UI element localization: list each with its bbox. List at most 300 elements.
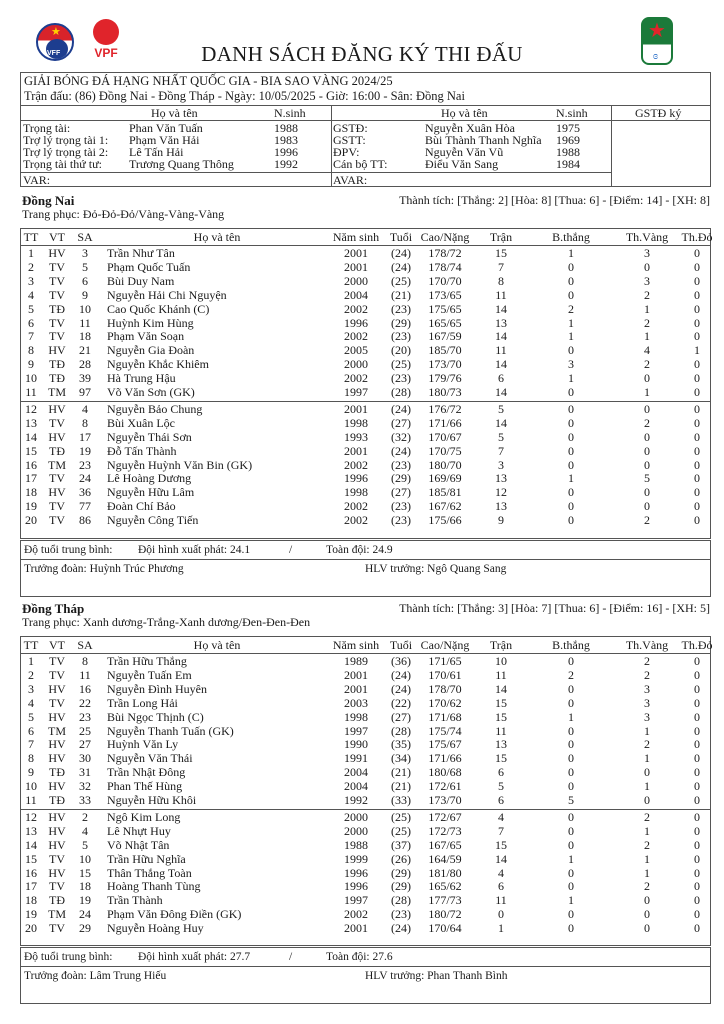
col-age: (21)	[391, 779, 411, 794]
col-age: (28)	[391, 893, 411, 908]
col-yellow-cards: 4	[644, 343, 650, 358]
col-position: HV	[48, 246, 66, 260]
col-goals: 0	[568, 513, 574, 528]
team-name: Đồng Tháp	[22, 601, 85, 616]
col-shirt-number: 6	[82, 273, 88, 288]
col-birth-year: 2001	[344, 443, 368, 458]
col-shirt-number: 27	[79, 737, 91, 752]
col-goals: 3	[568, 357, 574, 372]
col-goals-header: B.thắng	[552, 230, 590, 244]
col-name: Phạm Quốc Tuấn	[107, 259, 191, 274]
col-shirt-number: 23	[79, 457, 91, 472]
col-name: Nguyễn Thanh Tuấn (GK)	[107, 723, 234, 738]
col-yellow-cards: 2	[644, 357, 650, 372]
col-yellow-cards: 2	[644, 287, 650, 302]
col-tt: 5	[28, 301, 34, 316]
col-matches: 7	[498, 443, 504, 458]
average-age-row: Độ tuổi trung bình: Đội hình xuất phát: 27.7 / Toàn đội: 27.6	[20, 947, 711, 967]
col-red-cards: 0	[694, 907, 700, 922]
col-shirt-number: 3	[82, 246, 88, 260]
col-birth-year: 2002	[344, 457, 368, 472]
col-red-cards: 0	[694, 851, 700, 866]
col-height-weight: 170/75	[428, 443, 462, 458]
col-age: (28)	[391, 723, 411, 738]
col-matches: 14	[495, 329, 507, 344]
col-name: Hà Trung Hậu	[107, 371, 176, 386]
col-birth-year: 2001	[344, 401, 368, 416]
col-red-cards: 0	[694, 273, 700, 288]
table-row	[21, 500, 710, 512]
col-red-cards: 0	[694, 737, 700, 752]
col-tt: 17	[25, 471, 37, 486]
col-tt: 7	[28, 737, 34, 752]
col-birth-year: 2001	[344, 259, 368, 274]
col-matches: 14	[495, 301, 507, 316]
col-age: (29)	[391, 471, 411, 486]
col-name: Hoàng Thanh Tùng	[107, 879, 201, 894]
col-height-weight: 172/61	[428, 779, 462, 794]
col-yellow-cards: 0	[644, 401, 650, 416]
col-position: HV	[48, 837, 66, 852]
col-yellow-cards: 0	[644, 793, 650, 807]
col-age: (24)	[391, 443, 411, 458]
col-matches: 14	[495, 415, 507, 430]
col-red-cards: 0	[694, 246, 700, 260]
col-red-cards: 0	[694, 401, 700, 416]
col-position: TV	[49, 259, 65, 274]
col-height-weight-header: Cao/Nặng	[420, 230, 470, 244]
col-shirt-number: 24	[79, 907, 91, 922]
col-tt-header: TT	[23, 638, 39, 652]
col-age: (37)	[391, 837, 411, 852]
col-height-weight: 165/62	[428, 879, 462, 894]
col-shirt-number: 33	[79, 793, 91, 807]
col-shirt-number: 97	[79, 385, 91, 399]
col-matches-header: Trận	[489, 638, 513, 652]
col-goals: 0	[568, 415, 574, 430]
col-red-cards: 0	[694, 429, 700, 444]
col-matches: 15	[495, 695, 507, 710]
col-yellow-cards: 0	[644, 765, 650, 780]
col-tt: 2	[28, 259, 34, 274]
col-matches: 10	[495, 654, 507, 668]
col-position-header: VT	[49, 230, 65, 244]
team-manager: Trưởng đoàn: Lâm Trung Hiếu	[24, 970, 167, 982]
table-row	[21, 669, 710, 681]
col-height-weight: 181/80	[428, 865, 462, 880]
col-red-cards: 0	[694, 723, 700, 738]
col-shirt-number: 28	[79, 357, 91, 372]
col-yellow-cards: 1	[644, 723, 650, 738]
col-goals: 1	[568, 709, 574, 724]
col-position: TĐ	[49, 793, 65, 807]
col-age: (25)	[391, 273, 411, 288]
col-shirt-number: 32	[79, 779, 91, 794]
roster-table	[20, 636, 711, 946]
table-row	[21, 275, 710, 287]
col-age: (29)	[391, 879, 411, 894]
col-matches: 11	[495, 287, 507, 302]
col-goals: 0	[568, 879, 574, 894]
col-goals: 0	[568, 485, 574, 500]
col-tt: 9	[28, 357, 34, 372]
col-goals: 0	[568, 259, 574, 274]
col-name: Thân Thắng Toàn	[107, 865, 192, 880]
col-tt: 15	[25, 443, 37, 458]
table-row	[21, 261, 710, 273]
col-red-cards: 0	[694, 793, 700, 807]
col-height-weight: 171/65	[428, 654, 462, 668]
col-matches: 14	[495, 681, 507, 696]
col-tt: 19	[25, 499, 37, 514]
col-height-weight: 172/67	[428, 809, 462, 824]
col-birth-year: 1990	[344, 737, 368, 752]
col-tt: 11	[25, 793, 37, 807]
col-yellow-cards: 2	[644, 654, 650, 668]
col-tt-header: TT	[23, 230, 39, 244]
col-yellow-cards: 2	[644, 809, 650, 824]
col-yellow-cards: 1	[644, 751, 650, 766]
col-position: TV	[49, 667, 65, 682]
col-height-weight: 180/72	[428, 907, 462, 922]
col-height-weight: 180/70	[428, 457, 462, 472]
col-red-cards: 0	[694, 371, 700, 386]
col-tt: 8	[28, 343, 34, 358]
col-matches: 13	[495, 315, 507, 330]
col-age: (24)	[391, 681, 411, 696]
team-kit: Trang phục: Xanh dương-Trắng-Xanh dương/Đen-Đen-Đen	[22, 615, 311, 629]
col-name: Phạm Văn Đông Điền (GK)	[107, 907, 242, 922]
col-yellow-cards: 0	[644, 429, 650, 444]
col-matches: 7	[498, 259, 504, 274]
table-row	[21, 514, 710, 526]
col-height-weight: 173/65	[428, 287, 462, 302]
col-name: Nguyễn Đình Huyên	[107, 681, 207, 696]
col-tt: 1	[28, 246, 34, 260]
col-red-cards: 0	[694, 751, 700, 766]
col-matches: 11	[495, 667, 507, 682]
col-tt: 20	[25, 513, 37, 528]
col-birth-year: 1988	[344, 837, 368, 852]
col-height-weight: 165/65	[428, 315, 462, 330]
col-birth-year-header: Năm sinh	[332, 230, 380, 244]
col-height-weight: 164/59	[428, 851, 462, 866]
col-red-cards: 0	[694, 865, 700, 880]
roster-table	[20, 228, 711, 539]
col-name: Võ Nhật Tân	[107, 837, 170, 852]
col-shirt-number: 11	[79, 315, 91, 330]
table-row	[21, 386, 710, 398]
col-birth-year: 1996	[344, 471, 368, 486]
col-goals: 0	[568, 865, 574, 880]
col-birth-year: 2002	[344, 499, 368, 514]
col-birth-year: 2004	[344, 287, 368, 302]
col-goals: 0	[568, 779, 574, 794]
table-row	[21, 894, 710, 906]
col-shirt-number: 16	[79, 681, 91, 696]
col-tt: 8	[28, 751, 34, 766]
col-shirt-number: 24	[79, 471, 91, 486]
col-height-weight-header: Cao/Nặng	[420, 638, 470, 652]
officials-table: Họ và tên N.sinh Họ và tên N.sinh GSTĐ ký Trọng tài: Phan Văn Tuấn 1988 Trợ lý trọng tài 1: Phạm Văn Hải 1983 Trợ lý trọng tài 2: Lê Tấn Hải 1996 Trọng tài thứ tư: Trương Quang Thông 1992 GSTĐ: Nguyễn Xuân Hòa 1975 GSTT: Bùi Thành Thanh Nghĩa 1969 ĐPV: Nguyễn Văn Vũ 1988 Cán bộ TT: Điểu Văn Sang 1984 VAR: AVAR:	[20, 105, 711, 187]
col-goals: 0	[568, 907, 574, 922]
col-red-cards: 0	[694, 357, 700, 372]
col-height-weight: 167/62	[428, 499, 462, 514]
col-red-cards: 0	[694, 765, 700, 780]
table-row	[21, 867, 710, 879]
col-birth-year: 2004	[344, 765, 368, 780]
col-name: Đỗ Tấn Thành	[107, 443, 177, 458]
col-birth-year: 1992	[344, 793, 368, 807]
col-age: (23)	[391, 457, 411, 472]
col-name: Huỳnh Kim Hùng	[107, 315, 194, 330]
col-yellow-cards: 1	[644, 329, 650, 344]
col-position: TĐ	[49, 301, 65, 316]
col-height-weight: 169/69	[428, 471, 462, 486]
col-birth-year: 1996	[344, 879, 368, 894]
col-position: TĐ	[49, 765, 65, 780]
col-name: Nguyễn Công Tiến	[107, 513, 199, 528]
col-birth-year: 2002	[344, 371, 368, 386]
col-shirt-number: 21	[79, 343, 91, 358]
col-goals: 0	[568, 401, 574, 416]
table-row	[21, 358, 710, 370]
col-height-weight: 180/68	[428, 765, 462, 780]
col-birth-year: 2002	[344, 513, 368, 528]
col-shirt-number: 29	[79, 921, 91, 936]
col-birth-year: 1989	[344, 654, 368, 668]
col-name: Nguyễn Thái Sơn	[107, 429, 192, 444]
col-name: Nguyễn Gia Đoàn	[107, 343, 195, 358]
col-red-cards: 0	[694, 485, 700, 500]
col-name: Huỳnh Văn Ly	[107, 737, 179, 752]
col-birth-year: 1996	[344, 315, 368, 330]
col-position: HV	[48, 343, 66, 358]
col-tt: 9	[28, 765, 34, 780]
col-red-cards: 0	[694, 415, 700, 430]
match-info: Trận đấu: (86) Đồng Nai - Đồng Tháp - Ngày: 10/05/2025 - Giờ: 16:00 - Sân: Đồng Nai	[24, 89, 465, 103]
col-tt: 10	[25, 779, 37, 794]
col-name: Phan Thế Hùng	[107, 779, 183, 794]
col-position: TM	[48, 723, 66, 738]
col-age: (22)	[391, 695, 411, 710]
col-height-weight: 175/66	[428, 513, 462, 528]
col-matches: 11	[495, 343, 507, 358]
col-goals-header: B.thắng	[552, 638, 590, 652]
col-goals: 1	[568, 246, 574, 260]
col-name: Trần Long Hải	[107, 695, 178, 710]
col-position: TM	[48, 385, 66, 399]
col-height-weight: 170/64	[428, 921, 462, 936]
col-position: HV	[48, 751, 66, 766]
col-position: TĐ	[49, 371, 65, 386]
col-height-weight: 185/70	[428, 343, 462, 358]
col-position: TV	[49, 695, 65, 710]
table-row	[21, 738, 710, 750]
col-height-weight: 170/61	[428, 667, 462, 682]
col-height-weight: 170/67	[428, 429, 462, 444]
col-shirt-number: 4	[82, 823, 88, 838]
col-shirt-number: 23	[79, 709, 91, 724]
col-birth-year: 1998	[344, 415, 368, 430]
col-birth-year: 2001	[344, 921, 368, 936]
col-matches: 3	[498, 457, 504, 472]
col-name: Trần Như Tân	[107, 246, 175, 260]
col-matches: 6	[498, 765, 504, 780]
col-age: (23)	[391, 329, 411, 344]
col-matches: 13	[495, 471, 507, 486]
col-height-weight: 172/73	[428, 823, 462, 838]
col-birth-year: 2002	[344, 329, 368, 344]
table-row	[21, 839, 710, 851]
col-position: TM	[48, 457, 66, 472]
col-height-weight: 173/70	[428, 357, 462, 372]
col-name: Nguyễn Hữu Lâm	[107, 485, 195, 500]
table-row	[21, 780, 710, 792]
col-yellow-cards: 1	[644, 301, 650, 316]
col-red-cards: 0	[694, 259, 700, 274]
col-red-cards: 0	[694, 654, 700, 668]
col-age: (23)	[391, 301, 411, 316]
col-matches: 0	[498, 907, 504, 922]
table-row	[21, 697, 710, 709]
col-shirt-number: 8	[82, 415, 88, 430]
team-name: Đồng Nai	[22, 193, 75, 208]
table-row	[21, 908, 710, 920]
star-icon: ★	[648, 20, 666, 42]
table-row	[21, 825, 710, 837]
col-shirt-number: 5	[82, 837, 88, 852]
col-yellow-cards: 3	[644, 695, 650, 710]
col-birth-year: 2001	[344, 246, 368, 260]
col-position: TV	[49, 654, 65, 668]
col-red-cards: 0	[694, 457, 700, 472]
col-yellow-cards: 2	[644, 315, 650, 330]
col-position: HV	[48, 429, 66, 444]
col-height-weight: 167/65	[428, 837, 462, 852]
col-tt: 4	[28, 287, 34, 302]
col-age: (25)	[391, 809, 411, 824]
table-row	[21, 431, 710, 443]
col-tt: 18	[25, 893, 37, 908]
col-red-cards: 0	[694, 329, 700, 344]
col-red-cards: 0	[694, 513, 700, 528]
col-red-cards: 0	[694, 709, 700, 724]
col-age: (26)	[391, 851, 411, 866]
col-red-cards: 0	[694, 921, 700, 936]
col-red-cards: 1	[694, 343, 700, 358]
table-row	[21, 330, 710, 342]
col-position: HV	[48, 779, 66, 794]
col-age: (23)	[391, 371, 411, 386]
col-age: (32)	[391, 429, 411, 444]
league-name: GIẢI BÓNG ĐÁ HẠNG NHẤT QUỐC GIA - BIA SAO VÀNG 2024/25	[24, 74, 393, 88]
col-tt: 7	[28, 329, 34, 344]
col-tt: 10	[25, 371, 37, 386]
col-yellow-cards: 0	[644, 371, 650, 386]
col-red-cards: 0	[694, 893, 700, 908]
col-matches: 5	[498, 401, 504, 416]
table-header	[21, 638, 713, 652]
col-shirt-number-header: SA	[77, 638, 93, 652]
table-row	[21, 811, 710, 823]
col-matches: 15	[495, 709, 507, 724]
col-birth-year: 2002	[344, 907, 368, 922]
col-tt: 17	[25, 879, 37, 894]
table-row	[21, 459, 710, 471]
col-birth-year: 1997	[344, 385, 368, 399]
col-position: HV	[48, 401, 66, 416]
col-name: Trần Hữu Thắng	[107, 654, 187, 668]
col-height-weight: 175/65	[428, 301, 462, 316]
col-matches: 15	[495, 837, 507, 852]
col-position: HV	[48, 681, 66, 696]
col-matches: 13	[495, 499, 507, 514]
col-matches: 8	[498, 273, 504, 288]
col-goals: 5	[568, 793, 574, 807]
col-yellow-cards: 1	[644, 865, 650, 880]
col-red-cards-header: Th.Đỏ	[681, 638, 713, 652]
col-tt: 13	[25, 823, 37, 838]
col-age: (23)	[391, 907, 411, 922]
table-row	[21, 486, 710, 498]
col-name: Nguyễn Khắc Khiêm	[107, 357, 209, 372]
col-height-weight: 171/66	[428, 751, 462, 766]
col-tt: 4	[28, 695, 34, 710]
col-tt: 12	[25, 401, 37, 416]
col-name-header: Họ và tên	[193, 638, 241, 652]
col-yellow-cards: 2	[644, 879, 650, 894]
col-red-cards: 0	[694, 471, 700, 486]
col-shirt-number: 18	[79, 329, 91, 344]
col-name: Nguyễn Hoàng Huy	[107, 921, 204, 936]
col-birth-year: 2000	[344, 357, 368, 372]
col-birth-year-header: Năm sinh	[332, 638, 380, 652]
col-height-weight: 171/66	[428, 415, 462, 430]
col-matches-header: Trận	[489, 230, 513, 244]
col-yellow-cards: 2	[644, 415, 650, 430]
col-birth-year: 2000	[344, 809, 368, 824]
col-position: HV	[48, 485, 66, 500]
col-goals: 0	[568, 751, 574, 766]
col-height-weight: 179/76	[428, 371, 462, 386]
col-name: Phạm Văn Soạn	[107, 329, 185, 344]
col-height-weight: 176/72	[428, 401, 462, 416]
average-age-row: Độ tuổi trung bình: Đội hình xuất phát: 24.1 / Toàn đội: 24.9	[20, 540, 711, 560]
col-matches: 11	[495, 723, 507, 738]
col-tt: 14	[25, 837, 37, 852]
col-red-cards: 0	[694, 695, 700, 710]
col-goals: 0	[568, 654, 574, 668]
table-row	[21, 853, 710, 865]
col-matches: 4	[498, 809, 504, 824]
col-red-cards: 0	[694, 823, 700, 838]
col-matches: 15	[495, 246, 507, 260]
col-position: TV	[49, 471, 65, 486]
col-shirt-number: 15	[79, 865, 91, 880]
col-age: (21)	[391, 287, 411, 302]
col-red-cards: 0	[694, 287, 700, 302]
col-goals: 0	[568, 823, 574, 838]
col-birth-year: 1997	[344, 723, 368, 738]
table-row	[21, 655, 710, 667]
col-name: Bùi Ngọc Thịnh (C)	[107, 709, 204, 724]
col-matches: 14	[495, 851, 507, 866]
col-name: Nguyễn Bảo Chung	[107, 401, 203, 416]
col-yellow-cards: 0	[644, 907, 650, 922]
table-row	[21, 417, 710, 429]
col-yellow-cards: 0	[644, 259, 650, 274]
